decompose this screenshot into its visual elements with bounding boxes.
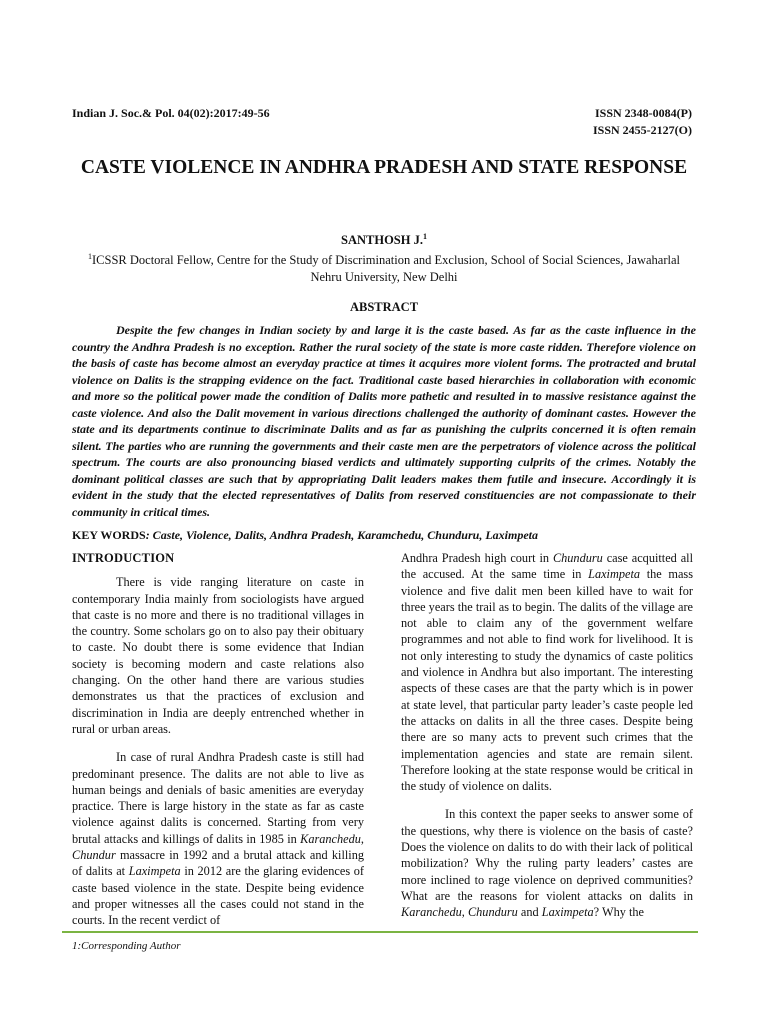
text-run: , <box>461 905 468 920</box>
place-name: Karanchedu <box>401 905 462 920</box>
affiliation-superscript: 1 <box>88 252 92 261</box>
affiliation-text: ICSSR Doctoral Fellow, Centre for the Study of Discrimination and Exclusion, School of Social Sciences, Jawaharlal Nehru University, New Delhi <box>92 253 680 285</box>
text-run: In case of rural Andhra Pradesh caste is still had predominant presence. The dalits are not able to live as human beings and denials of basic amenities are everyday practice. There is large history in the state as far as caste violence against dalits is concerned. Starting from very brutal attacks and killings of dalits in 1985 in <box>72 750 364 846</box>
abstract-paragraph: Despite the few changes in Indian society by and large it is the caste based. As far as the caste influence in the country the Andhra Pradesh is no exception. Rather the rural society of the state is more caste ridden. Therefore violence on the basis of caste has become almost an everyday practice at times it acquires more violent forms. The protracted and brutal violence on Dalits is the strapping evidence on the fact. Traditional caste based hierarchies in collaboration with economic and more so the political power made the condition of Dalits more pathetic and resulted in to massive resistance against the caste violence. And also the Dalit movement in various directions challenged the authority of dominant castes. However the state and its departments continue to discriminate Dalits and as far as punishing the culprits concerned it is often remain silent. The parties who are running the governments and their caste men are the perpetrators of violence across the political spectrum. The courts are also pronouncing biased verdicts and ultimately supporting culprits of the crimes. Notably the dominant political classes are such that by appropriating Dalit leaders makes them futile and insecure. Accordingly it is evident in the study that the elected representatives of Dalits from reserved constituencies are not compassionate to their community in critical times. <box>72 323 696 519</box>
introduction-heading: INTRODUCTION <box>72 551 175 565</box>
keywords-label: KEY WORDS <box>72 528 146 542</box>
abstract-heading: ABSTRACT <box>349 300 419 314</box>
keywords-list: : Caste, Violence, Dalits, Andhra Pradesh, Karamchedu, Chunduru, Laximpeta <box>145 528 538 542</box>
place-name: Laximpeta <box>541 905 594 920</box>
left-column <box>72 550 364 941</box>
place-name: Karanchedu <box>300 831 361 846</box>
text-run: massacre in 1992 and a brutal attack and killing of dalits at <box>72 848 364 879</box>
text-run: the mass violence and five dalit men been killed have to wait for three years the trail as to begin. The dalits of the village are not able to claim any of the government welfare programmes and not able to find work for livelihood. It is not only interesting to study the dynamics of caste politics and violence in Andhra but also important. The interesting aspects of these cases are that the party which is in power at state level, that particular party leader’s caste people led the attacks on dalits in all the three cases. Despite being there are so many acts to prevent such crimes that the implementation agencies and state are remain silent. Therefore looking at the state response would be critical in the study of violence on dalits. <box>401 567 694 794</box>
abstract-body <box>72 322 696 520</box>
author-name <box>72 232 696 248</box>
text-run: in 2012 are the glaring evidences of caste based violence in the state. Despite being evidence and proper witnesses all the cases could not stand in the courts. In the recent verdict of <box>72 864 365 928</box>
place-name: Chundur <box>72 848 116 863</box>
intro-paragraph-1: There is vide ranging literature on caste in contemporary India mainly from sociologists have argued that caste is no more and there is no traditional villages in the country. Some scholars go on to also pay their obituary to caste. No doubt there is some evidence that Indian society is becoming modern and caste relations also changing. On the other hand there are various studies demonstrates us that the practices of exclusion and discrimination in India are deeply entrenched whether in rural or urban areas. <box>72 575 364 736</box>
footnote: 1:Corresponding Author <box>72 940 181 952</box>
text-run: ? Why the <box>593 905 644 920</box>
issn-print: ISSN 2348-0084(P) <box>594 106 692 120</box>
journal-citation: Indian J. Soc.& Pol. 04(02):2017:49-56 <box>72 106 270 120</box>
text-run: Andhra Pradesh high court in <box>401 551 553 565</box>
intro-paragraph-4 <box>401 806 693 920</box>
paper-title: CASTE VIOLENCE IN ANDHRA PRADESH AND STATE RESPONSE <box>80 157 688 178</box>
author-superscript: 1 <box>422 232 427 241</box>
right-column <box>401 550 693 933</box>
intro-paragraph-3 <box>401 550 693 794</box>
text-run: In this context the paper seeks to answer some of the questions, why there is violence on the basis of caste? Does the violence on dalits to do with their lack of political mobilization? Why the ruling party leaders’ castes are more inclined to rage violence on deprived communities? What are the reasons for violent attacks on dalits in <box>401 807 693 903</box>
text-run: , <box>360 831 364 846</box>
place-name: Laximpeta <box>588 567 641 582</box>
author-affiliation <box>72 248 696 286</box>
author-name-text: SANTHOSH J. <box>341 233 423 248</box>
place-name: Chunduru <box>552 551 603 565</box>
intro-paragraph-2 <box>72 749 364 928</box>
place-name: Chunduru <box>467 905 518 920</box>
text-run: and <box>517 905 542 920</box>
place-name: Laximpeta <box>128 864 181 879</box>
keywords <box>72 528 696 543</box>
text-run: case acquitted all the accused. At the same time in <box>401 551 694 582</box>
issn-online: ISSN 2455-2127(O) <box>592 123 692 137</box>
footnote-divider <box>62 931 698 933</box>
